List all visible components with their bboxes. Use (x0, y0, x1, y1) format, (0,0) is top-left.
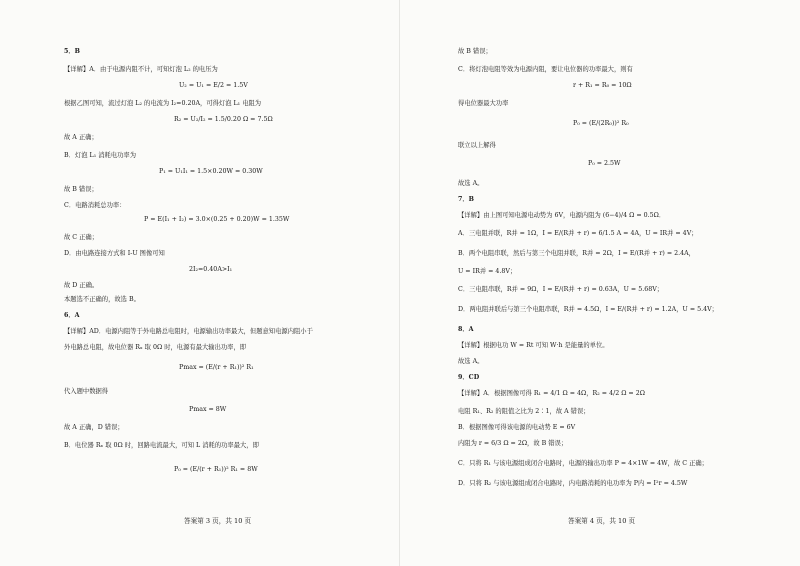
text-line: 电阻 R₁、R₂ 的阻值之比为 2∶1，故 A 错误； (458, 408, 590, 415)
text-line: 【详解】A．由于电源内阻不计，可知灯泡 L₂ 的电压为 (64, 66, 218, 73)
text-line: B．两个电阻串联，然后与第三个电阻并联，R并 = 2Ω，I = E/(R并 + r) = 2.4A， (458, 250, 695, 257)
text-line: 故选 A。 (458, 180, 484, 187)
text-line: 【详解】根据电功 W = Rt 可知 W·h 是能量的单位。 (458, 342, 609, 349)
text-line: 【详解】A．根据图像可得 R₁ = 4/1 Ω = 4Ω，R₂ = 4/2 Ω = 2Ω (458, 390, 645, 397)
equation: P₀ = (E/(r + R₁))² R₁ = 8W (174, 466, 258, 473)
text-line: 故选 A。 (458, 358, 484, 365)
equation: U₂ = U₁ = E/2 = 1.5V (179, 82, 248, 89)
text-line: 故 B 错误； (64, 186, 98, 193)
question-number: 9．CD (458, 374, 480, 381)
text-line: 得电位器最大功率 (458, 100, 509, 107)
text-line: B．根据图像可得该电源的电动势 E = 6V (458, 424, 576, 431)
question-number: 8．A (458, 326, 474, 333)
page-footer: 答案第 3 页，共 10 页 (184, 517, 252, 525)
text-line: U = IR并 = 4.8V； (458, 268, 517, 275)
equation: 2I₂=0.40A>I₁ (189, 266, 233, 273)
equation: R₂ = U₂/I₂ = 1.5/0.20 Ω = 7.5Ω (174, 116, 273, 123)
right-page (458, 0, 798, 566)
text-line: 故 A 正确； (64, 134, 98, 141)
text-line: C．三电阻串联，R并 = 9Ω，I = E/(R并 + r) = 0.63A，U = 5.68V； (458, 286, 664, 293)
text-line: 联立以上解得 (458, 142, 496, 149)
equation: P₀ = 2.5W (588, 160, 621, 167)
text-line: B．电位器 Rₓ 取 0Ω 时，回路电流最大，可知 L 消耗的功率最大，即 (64, 442, 259, 449)
equation: P₁ = U₁I₁ = 1.5×0.20W = 0.30W (159, 168, 263, 175)
text-line: 本题选不正确的，故选 B。 (64, 296, 140, 303)
left-page (64, 0, 404, 566)
equation: P₀ = (E/(2R₀))² R₀ (573, 120, 629, 127)
text-line: D．两电阻并联后与第三个电阻串联，R并 = 4.5Ω，I = E/(R并 + r) = 1.2A，U = 5.4V； (458, 306, 718, 313)
text-line: C．只将 R₁ 与该电源组成闭合电路时，电源的输出功率 P = 4×1W = 4W，故 C 正确； (458, 460, 708, 467)
text-line: D．由电路连接方式和 I-U 图像可知 (64, 250, 165, 257)
text-line: C．将灯泡电阻等效为电源内阻，要让电位器的功率最大，则有 (458, 66, 633, 73)
text-line: 故 C 正确； (64, 234, 99, 241)
text-line: 代入题中数据得 (64, 388, 109, 395)
text-line: 【详解】由上图可知电源电动势为 6V，电源内阻为 (6−4)/4 Ω = 0.5Ω． (458, 212, 666, 219)
question-number: 6．A (64, 312, 80, 319)
equation: Pmax = 8W (189, 406, 227, 413)
text-line: B．灯泡 L₁ 消耗电功率为 (64, 152, 137, 159)
equation: Pmax = (E/(r + R₁))² R₁ (179, 364, 254, 371)
text-line: D．只将 R₂ 与该电源组成闭合电路时，内电路消耗的电功率为 P内 = I²r = 4.5W (458, 480, 688, 487)
question-number: 5．B (64, 48, 81, 55)
text-line: 故 A 正确，D 错误； (64, 424, 124, 431)
equation: r + R₁ = R₀ = 10Ω (573, 82, 632, 89)
text-line: 内阻为 r = 6/3 Ω = 2Ω，故 B 错误； (458, 440, 568, 447)
text-line: 故 D 正确。 (64, 282, 99, 289)
question-number: 7．B (458, 196, 475, 203)
text-line: 根据乙图可知，流过灯泡 L₂ 的电流为 I₂=0.20A，可得灯泡 L₁ 电阻为 (64, 100, 262, 107)
text-line: 外电路总电阻，故电位器 Rₓ 取 0Ω 时，电源有最大输出功率，即 (64, 344, 247, 351)
page-footer: 答案第 4 页，共 10 页 (568, 517, 636, 525)
text-line: 【详解】AD．电源内阻等于外电路总电阻时，电源输出功率最大，但题意知电源内阻小于 (64, 328, 313, 335)
equation: P = E(I₁ + I₂) = 3.0×(0.25 + 0.20)W = 1.35W (144, 216, 290, 223)
text-line: A．三电阻并联，R并 = 1Ω，I = E/(R并 + r) = 6/1.5 A = 4A，U = IR并 = 4V； (458, 230, 698, 237)
text-line: 故 B 错误； (458, 48, 492, 55)
text-line: C．电路消耗总功率： (64, 202, 126, 209)
